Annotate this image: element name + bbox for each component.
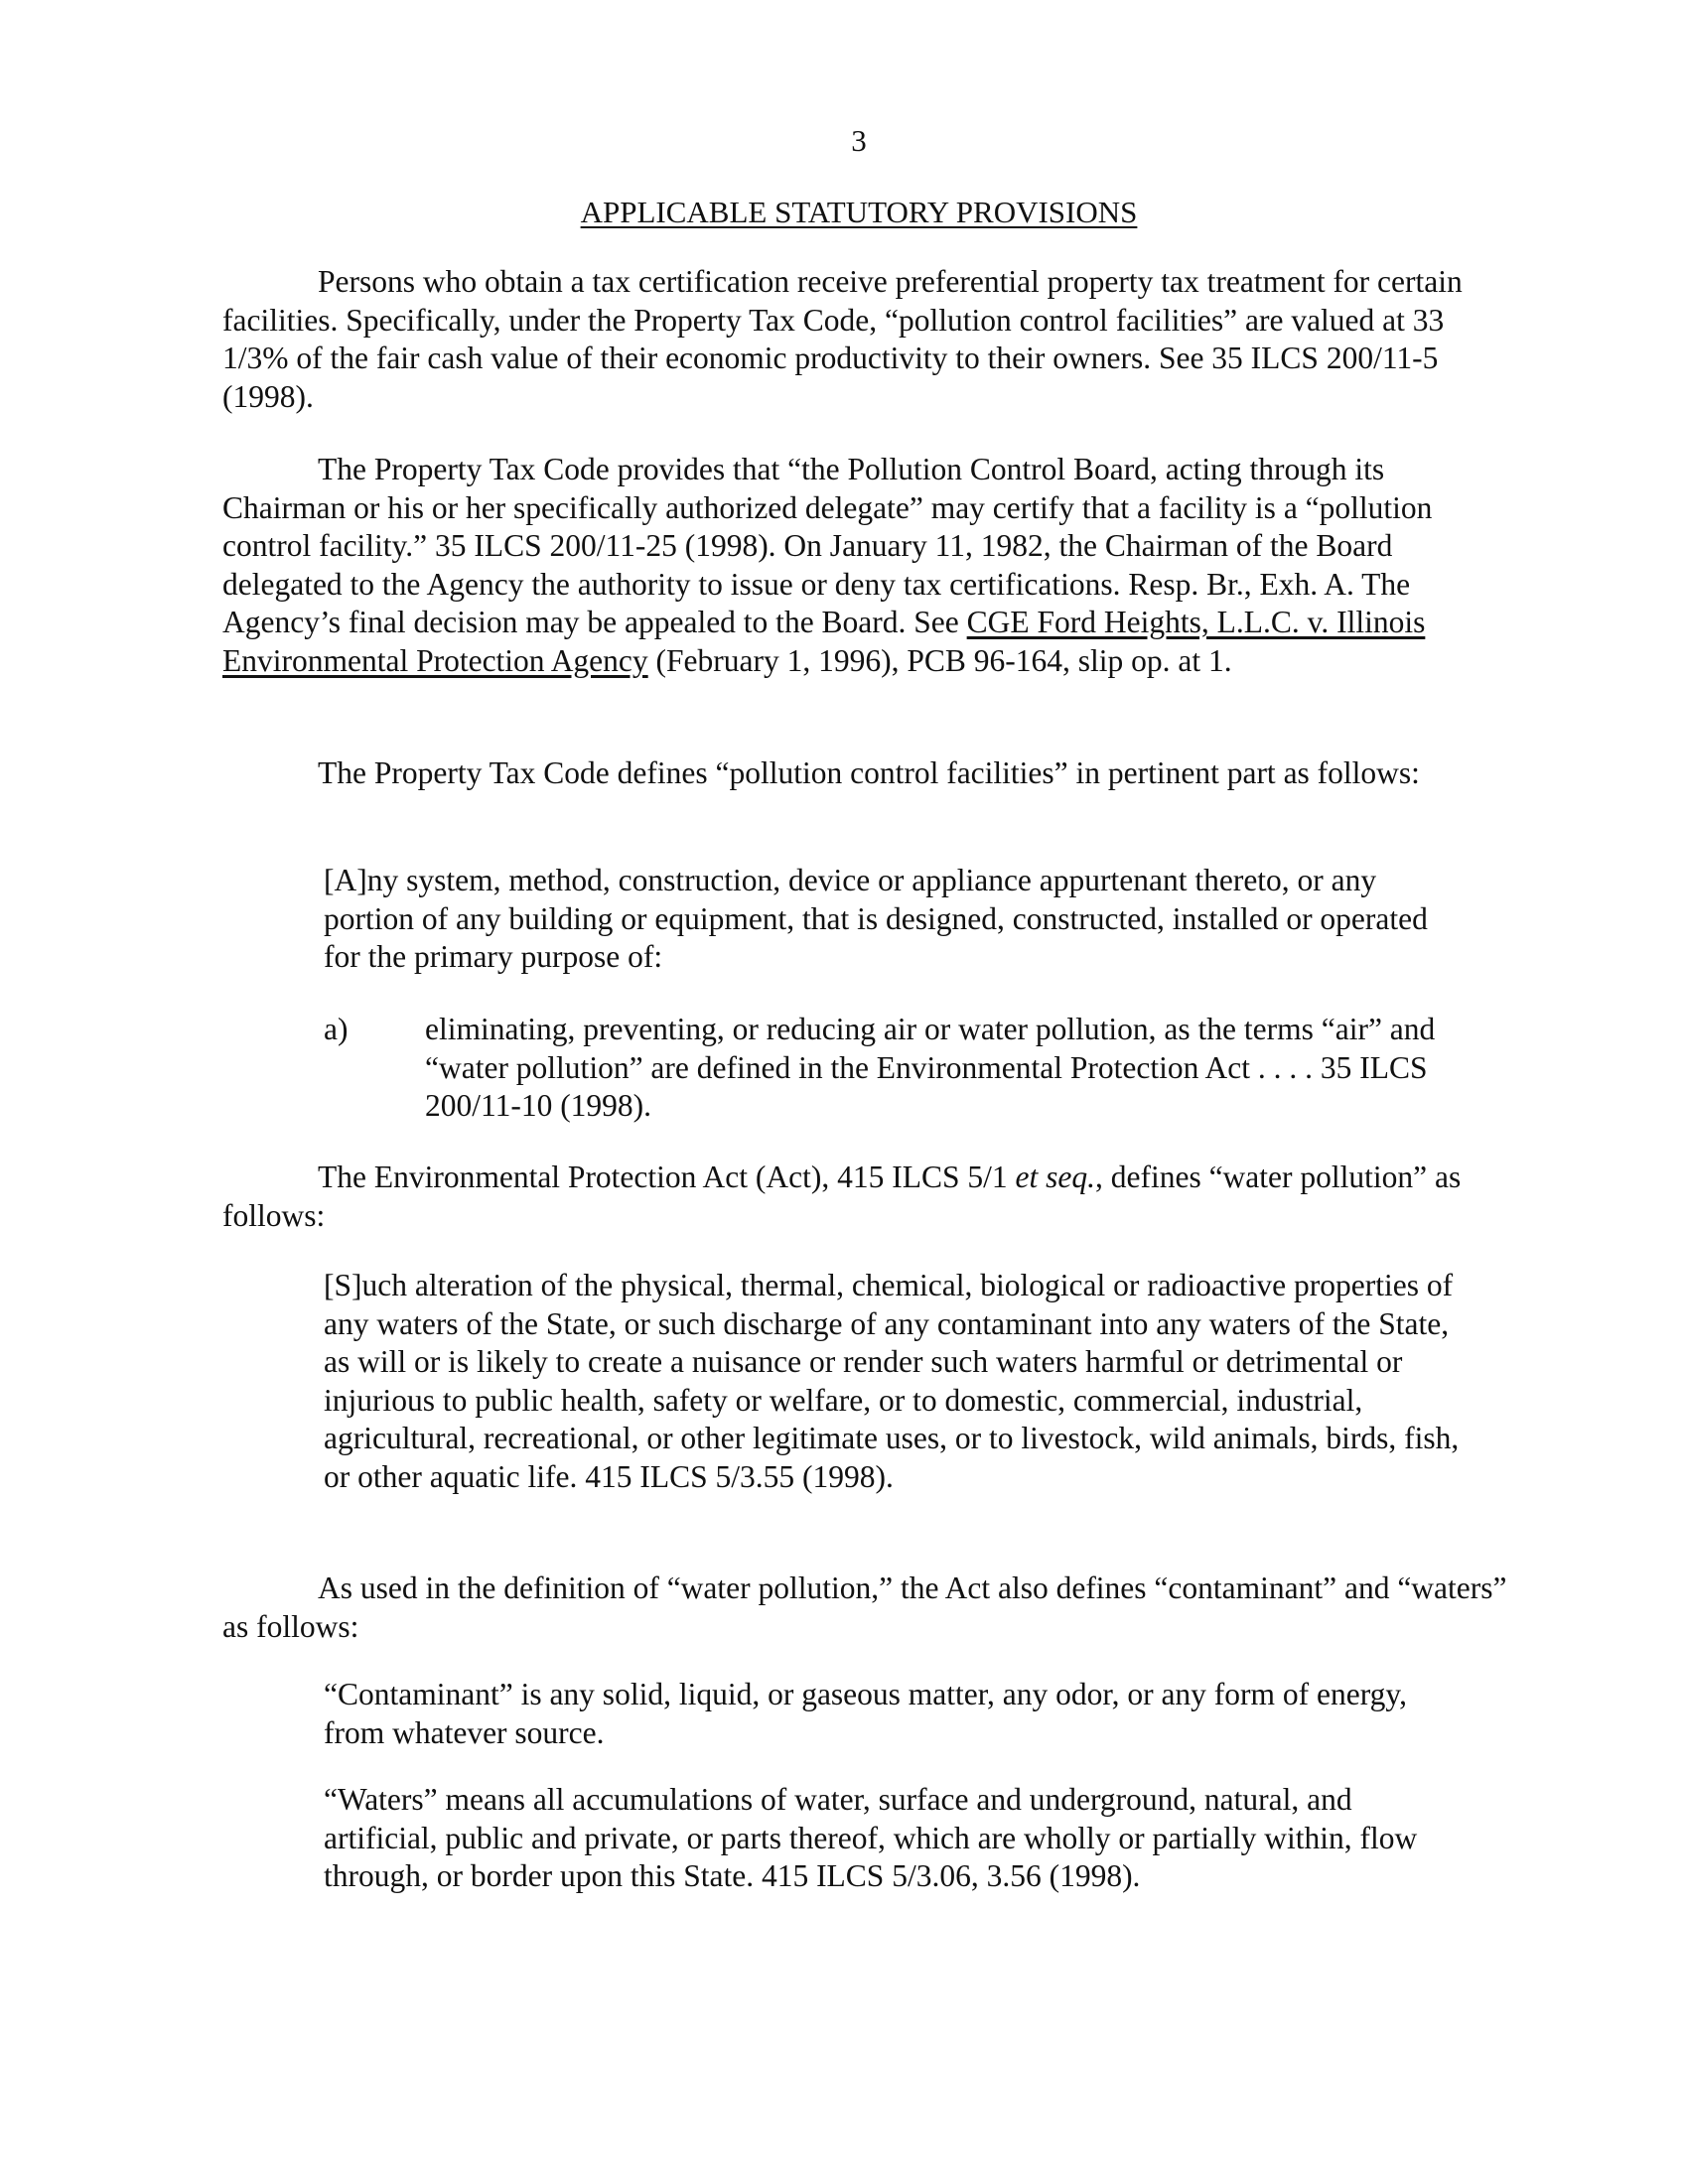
block-quote-contaminant: “Contaminant” is any solid, liquid, or gaseous matter, any odor, or any form of energy, from whatever source.	[324, 1677, 1407, 1750]
section-heading: APPLICABLE STATUTORY PROVISIONS	[580, 195, 1138, 229]
case-citation: CGE Ford Heights, L.L.C. v. Illinois Environmental Protection Agency	[222, 605, 1426, 678]
paragraph-env-act-tail: , defines “water pollution” as follows:	[222, 1160, 1462, 1233]
paragraph-delegation-text: The Property Tax Code provides that “the Pollution Control Board, acting through its Chairman or his or her specifically authorized delegate” may certify that a facility is a “pollution control facility.” 35 ILCS 200/11-25 (1998). On January 11, 1982, the Chairman of the Board delegated to the Agency the authority to issue or deny tax certifications. Resp. Br., Exh. A. The Agency’s final decision may be appealed to the Board. See	[222, 452, 1433, 639]
paragraph-contaminant-intro: As used in the definition of “water pollution,” the Act also defines “contaminant” and “waters” as follows:	[222, 1570, 1507, 1644]
page-number: 3	[851, 123, 867, 158]
paragraph-tax-treatment: Persons who obtain a tax certification receive preferential property tax treatment for certain facilities. Specifically, under the Property Tax Code, “pollution control facilities” are valued at 33 1/3% of the fair cash value of their economic productivity to their owners. See 35 ILCS 200/11-5 (1998).	[222, 264, 1463, 414]
list-item-text: eliminating, preventing, or reducing air or water pollution, as the terms “air” and “water pollution” are defined in the Environmental Protection Act . . . . 35 ILCS 200/11-10 (1998).	[425, 1012, 1436, 1123]
paragraph-definition-intro: The Property Tax Code defines “pollution control facilities” in pertinent part as follows:	[318, 755, 1420, 790]
block-quote-waters: “Waters” means all accumulations of water, surface and underground, natural, and artificial, public and private, or parts thereof, which are wholly or partially within, flow through, or border upon this State. 415 ILCS 5/3.06, 3.56 (1998).	[324, 1782, 1418, 1893]
block-quote-water-pollution: [S]uch alteration of the physical, thermal, chemical, biological or radioactive properties of any waters of the State, or such discharge of any contaminant into any waters of the State, as will or is likely to create a nuisance or render such waters harmful or detrimental or injurious to public health, safety or welfare, or to domestic, commercial, industrial, agricultural, recreational, or other legitimate uses, or to livestock, wild animals, birds, fish, or other aquatic life. 415 ILCS 5/3.55 (1998).	[324, 1268, 1460, 1494]
paragraph-env-act	[222, 1159, 1513, 1235]
et-seq-italic: et seq.	[1015, 1160, 1095, 1194]
block-quote-facility-definition: [A]ny system, method, construction, device or appliance appurtenant thereto, or any portion of any building or equipment, that is designed, constructed, installed or operated for the primary purpose of:	[324, 863, 1428, 974]
list-marker: a)	[324, 1012, 349, 1046]
paragraph-delegation-tail: (February 1, 1996), PCB 96-164, slip op. at 1.	[647, 642, 1232, 678]
paragraph-env-act-text: The Environmental Protection Act (Act), 415 ILCS 5/1	[318, 1160, 1016, 1194]
paragraph-delegation	[222, 451, 1513, 680]
